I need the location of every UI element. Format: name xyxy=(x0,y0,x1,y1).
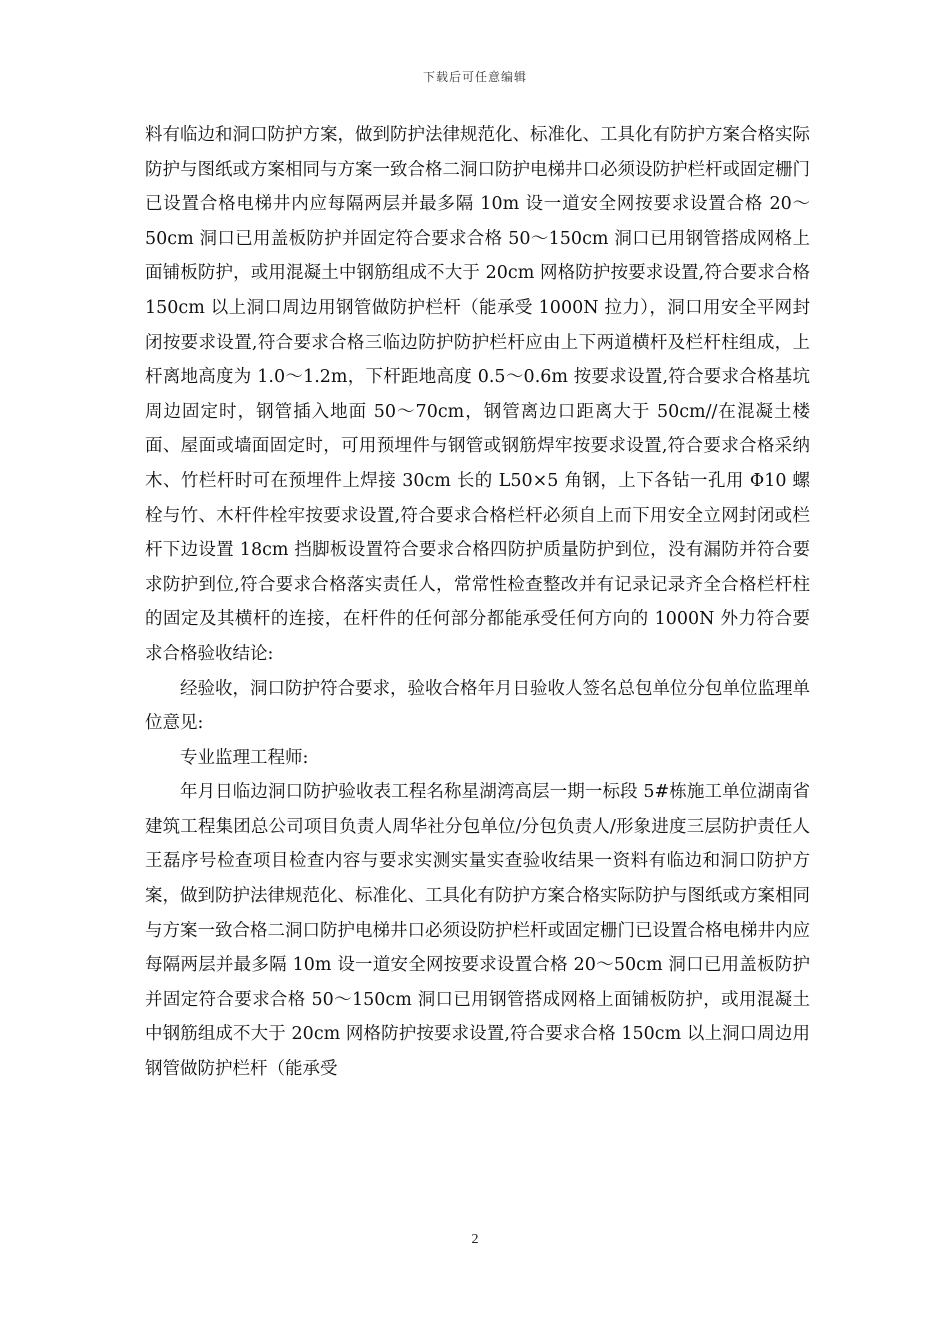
document-body xyxy=(145,118,810,1087)
paragraph: 经验收，洞口防护符合要求，验收合格年月日验收人签名总包单位分包单位监理单位意见: xyxy=(145,678,810,734)
page-header: 下载后可任意编辑 xyxy=(422,70,527,84)
paragraph: 料有临边和洞口防护方案，做到防护法律规范化、标准化、工具化有防护方案合格实际防护与图纸或方案相同与方案一致合格二洞口防护电梯井口必须设防护栏杆或固定栅门已设置合格电梯井内应每隔两层并最多隔 10m 设一道安全网按要求设置合格 20～50cm 洞口已用盖板防护并固定符合要求合格 50～150cm 洞口已用钢管搭成网格上面铺板防护，或用混凝土中钢筋组成不大于 20cm 网格防护按要求设置,符合要求合格 150cm 以上洞口周边用钢管做防护栏杆（能承受 1000N 拉力），洞口用安全平网封闭按要求设置,符合要求合格三临边防护防护栏杆应由上下两道横杆及栏杆柱组成，上杆离地高度为 1.0～1.2m，下杆距地高度 0.5～0.6m 按要求设置,符合要求合格基坑周边固定时，钢管插入地面 50～70cm，钢管离边口距离大于 50cm//在混凝土楼面、屋面或墙面固定时，可用预埋件与钢管或钢筋焊牢按要求设置,符合要求合格采纳木、竹栏杆时可在预埋件上焊接 30cm 长的 L50×5 角钢，上下各钻一孔用 Φ10 螺栓与竹、木杆件栓牢按要求设置,符合要求合格栏杆必须自上而下用安全立网封闭或栏杆下边设置 18cm 挡脚板设置符合要求合格四防护质量防护到位，没有漏防并符合要求防护到位,符合要求合格落实责任人，常常性检查整改并有记录记录齐全合格栏杆柱的固定及其横杆的连接，在杆件的任何部分都能承受任何方向的 1000N 外力符合要求合格验收结论: xyxy=(145,125,810,664)
paragraph: 年月日临边洞口防护验收表工程名称星湖湾高层一期一标段 5#栋施工单位湖南省建筑工程集团总公司项目负责人周华社分包单位/分包负责人/形象进度三层防护责任人王磊序号检查项目检查内容与要求实测实量实查验收结果一资料有临边和洞口防护方案，做到防护法律规范化、标准化、工具化有防护方案合格实际防护与图纸或方案相同与方案一致合格二洞口防护电梯井口必须设防护栏杆或固定栅门已设置合格电梯井内应每隔两层并最多隔 10m 设一道安全网按要求设置合格 20～50cm 洞口已用盖板防护并固定符合要求合格 50～150cm 洞口已用钢管搭成网格上面铺板防护，或用混凝土中钢筋组成不大于 20cm 网格防护按要求设置,符合要求合格 150cm 以上洞口周边用钢管做防护栏杆（能承受 xyxy=(145,782,810,1080)
page-number: 2 xyxy=(471,1232,479,1247)
paragraph: 专业监理工程师: xyxy=(180,747,309,768)
